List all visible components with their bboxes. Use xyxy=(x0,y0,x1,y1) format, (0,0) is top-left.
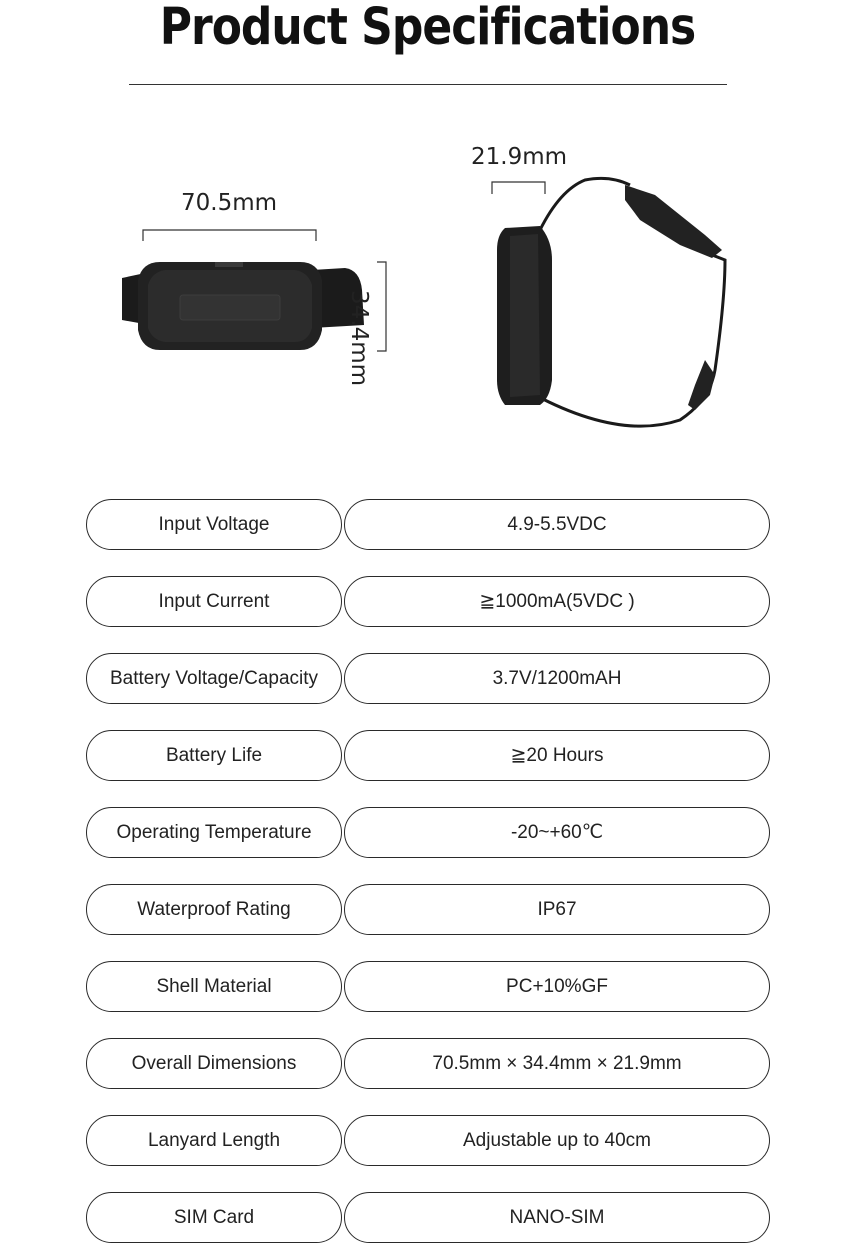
page-title: Product Specifications xyxy=(159,0,696,57)
spec-row-overall-dimensions xyxy=(86,1038,770,1091)
spec-label: Battery Life xyxy=(86,730,342,781)
device-front-view xyxy=(122,262,364,350)
device-side-view xyxy=(497,178,725,426)
spec-value: 4.9-5.5VDC xyxy=(344,499,770,550)
spec-value: NANO-SIM xyxy=(344,1192,770,1243)
title-divider xyxy=(129,84,727,85)
spec-label: Operating Temperature xyxy=(86,807,342,858)
spec-value: ≧1000mA(5VDC ) xyxy=(344,576,770,627)
device-drawing xyxy=(0,120,855,460)
height-dimension-label: 34.4mm xyxy=(346,290,372,387)
spec-row-battery-life xyxy=(86,730,770,783)
spec-value: 70.5mm × 34.4mm × 21.9mm xyxy=(344,1038,770,1089)
spec-row-sim-card xyxy=(86,1192,770,1245)
spec-label: Input Current xyxy=(86,576,342,627)
spec-label: Waterproof Rating xyxy=(86,884,342,935)
spec-row-shell-material xyxy=(86,961,770,1014)
spec-row-lanyard-length xyxy=(86,1115,770,1168)
thickness-dimension-label: 21.9mm xyxy=(471,144,568,170)
spec-value: ≧20 Hours xyxy=(344,730,770,781)
spec-label: Battery Voltage/Capacity xyxy=(86,653,342,704)
spec-label: Overall Dimensions xyxy=(86,1038,342,1089)
spec-value: IP67 xyxy=(344,884,770,935)
spec-row-battery-capacity xyxy=(86,653,770,706)
spec-value: Adjustable up to 40cm xyxy=(344,1115,770,1166)
spec-row-operating-temperature xyxy=(86,807,770,860)
spec-row-input-current xyxy=(86,576,770,629)
length-dimension-label: 70.5mm xyxy=(181,190,278,216)
spec-row-waterproof-rating xyxy=(86,884,770,937)
spec-value: 3.7V/1200mAH xyxy=(344,653,770,704)
spec-label: SIM Card xyxy=(86,1192,342,1243)
spec-row-input-voltage xyxy=(86,499,770,552)
spec-label: Lanyard Length xyxy=(86,1115,342,1166)
spec-label: Input Voltage xyxy=(86,499,342,550)
product-illustration xyxy=(0,120,855,460)
spec-label: Shell Material xyxy=(86,961,342,1012)
spec-value: -20~+60℃ xyxy=(344,807,770,858)
spec-value: PC+10%GF xyxy=(344,961,770,1012)
